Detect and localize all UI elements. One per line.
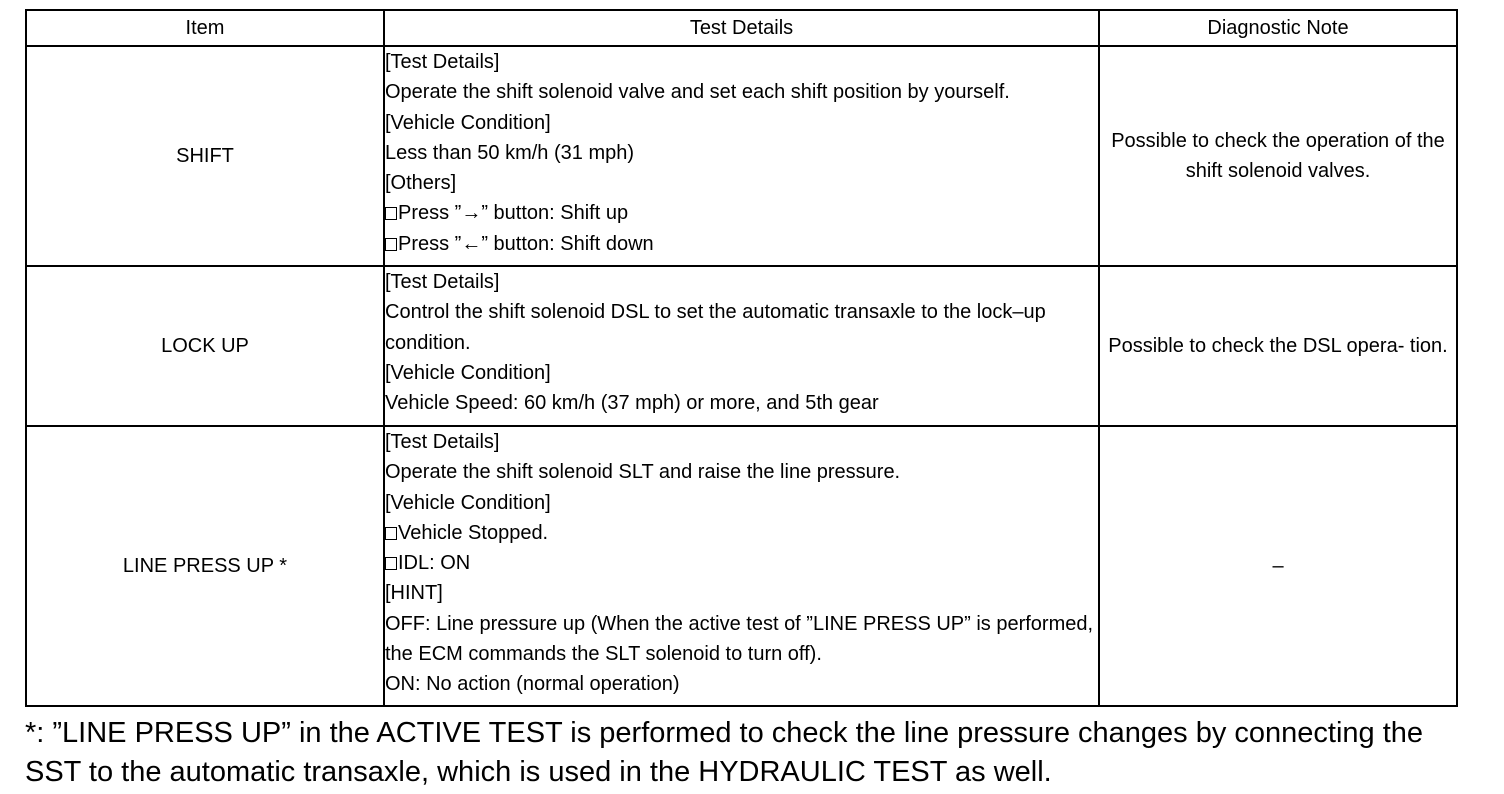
bullet-text: Vehicle Stopped. [398, 521, 549, 544]
details-heading: [Test Details] [385, 431, 500, 453]
bullet-item [385, 548, 1098, 578]
details-text: Control the shift solenoid DSL to set the automatic transaxle to the lock–up condition. [385, 301, 1046, 354]
checkbox-bullet-icon [385, 207, 397, 220]
bullet-item [385, 198, 1098, 228]
details-cell [384, 426, 1099, 706]
header-item: Item [26, 10, 384, 46]
bullet-text: Press ”→” button: Shift up [398, 202, 629, 225]
bullet-item [385, 229, 1098, 259]
note-cell: – [1099, 426, 1457, 706]
header-diagnostic-note: Diagnostic Note [1099, 10, 1457, 46]
table-row-shift [26, 46, 1457, 266]
details-text: ON: No action (normal operation) [385, 673, 680, 696]
checkbox-bullet-icon [385, 238, 397, 251]
details-heading: [Vehicle Condition] [385, 491, 551, 514]
active-test-table [25, 9, 1458, 707]
bullet-text: IDL: ON [398, 552, 471, 575]
table-row-lock-up [26, 266, 1457, 426]
details-heading: [Vehicle Condition] [385, 361, 551, 384]
details-text: Operate the shift solenoid valve and set each shift position by yourself. [385, 81, 1010, 104]
details-text: Vehicle Speed: 60 km/h (37 mph) or more, and 5th gear [385, 392, 879, 415]
details-text: Less than 50 km/h (31 mph) [385, 141, 635, 164]
details-cell [384, 266, 1099, 426]
bullet-text: Press ”←” button: Shift down [398, 232, 654, 255]
header-row [26, 10, 1457, 46]
table-row-line-press-up [26, 426, 1457, 706]
details-heading: [HINT] [385, 582, 443, 605]
checkbox-bullet-icon [385, 527, 397, 540]
details-heading: [Vehicle Condition] [385, 111, 551, 134]
details-heading: [Test Details] [385, 51, 500, 73]
details-cell [384, 46, 1099, 266]
details-heading: [Others] [385, 172, 457, 195]
checkbox-bullet-icon [385, 557, 397, 570]
details-text: Operate the shift solenoid SLT and raise the line pressure. [385, 461, 901, 484]
item-cell: LINE PRESS UP * [26, 426, 384, 706]
item-cell: LOCK UP [26, 266, 384, 426]
details-text: OFF: Line pressure up (When the active test of ”LINE PRESS UP” is performed, the ECM commands the SLT solenoid to turn off). [385, 612, 1094, 666]
details-heading: [Test Details] [385, 271, 500, 293]
bullet-item [385, 518, 1098, 548]
header-test-details: Test Details [384, 10, 1099, 46]
note-cell: Possible to check the DSL opera- tion. [1099, 266, 1457, 426]
note-cell: Possible to check the operation of the shift solenoid valves. [1099, 46, 1457, 266]
footnote: *: ”LINE PRESS UP” in the ACTIVE TEST is performed to check the line pressure changes by connecting the SST to the automatic transaxle, which is used in the HYDRAULIC TEST as well. [25, 717, 1424, 788]
item-cell: SHIFT [26, 46, 384, 266]
